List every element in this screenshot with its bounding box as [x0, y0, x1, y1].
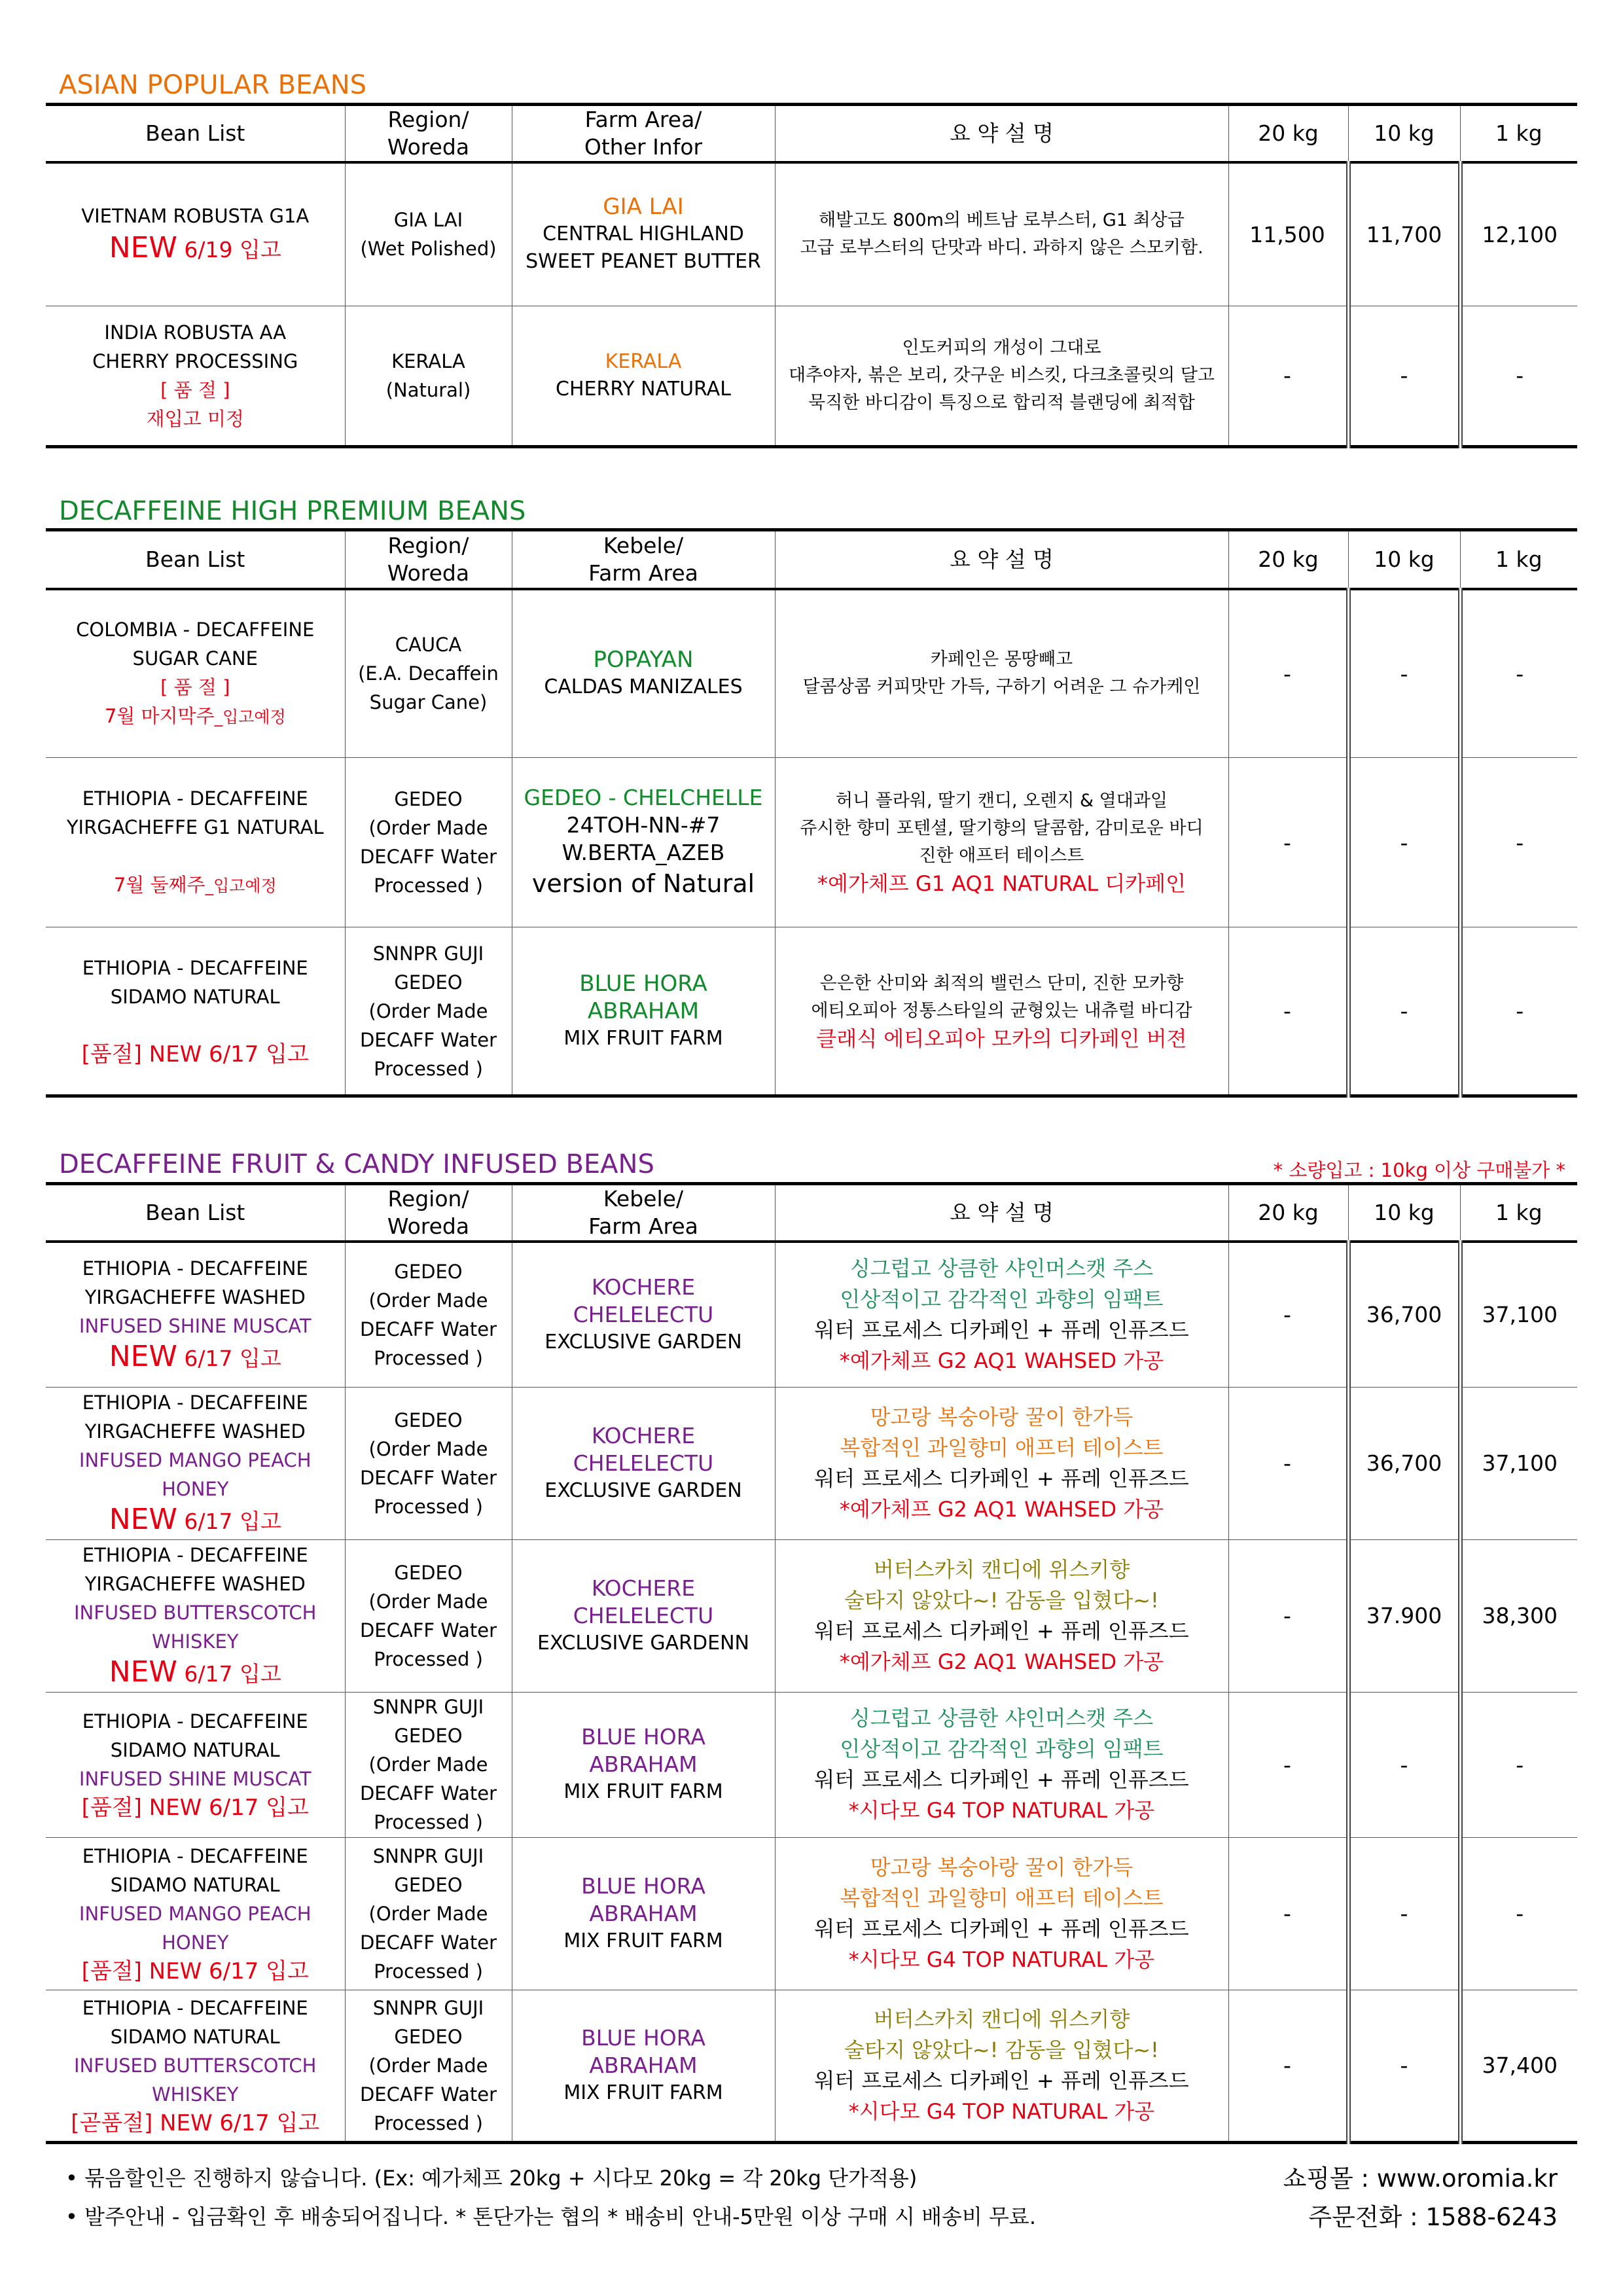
desc-cell: 인도커피의 개성이 그대로 대추야자, 볶은 보리, 갓구운 비스킷, 다크초콜릿의 달고 묵직한 바디감이 특징으로 합리적 블랜딩에 최적합: [775, 306, 1228, 446]
header-20kg: 20 kg: [1228, 1184, 1348, 1242]
table-row: [46, 306, 1577, 446]
price-20kg: -: [1228, 758, 1348, 927]
bean-cell: ETHIOPIA - DECAFFEINE YIRGACHEFFE G1 NATURAL 7월 둘째주_입고예정: [46, 758, 345, 927]
desc-cell: 싱그럽고 상큼한 샤인머스캣 주스 인상적이고 감각적인 과향의 임팩트 워터 프로세스 디카페인 + 퓨레 인퓨즈드 *시다모 G4 TOP NATURAL 가공: [775, 1692, 1228, 1837]
farm-cell: BLUE HORA ABRAHAM MIX FRUIT FARM: [512, 1692, 775, 1837]
desc-cell: 망고랑 복숭아랑 꿀이 한가득 복합적인 과일향미 애프터 테이스트 워터 프로세스 디카페인 + 퓨레 인퓨즈드 *시다모 G4 TOP NATURAL 가공: [775, 1837, 1228, 1990]
table-row: [46, 1242, 1577, 1387]
table-row: [46, 1837, 1577, 1990]
price-1kg: -: [1460, 758, 1577, 927]
price-1kg: -: [1460, 306, 1577, 446]
farm-cell: BLUE HORA ABRAHAM MIX FRUIT FARM: [512, 1990, 775, 2142]
price-20kg: -: [1228, 1387, 1348, 1539]
table-row: [46, 1990, 1577, 2142]
bean-cell: VIETNAM ROBUSTA G1A NEW 6/19 입고: [46, 162, 345, 306]
bean-cell: ETHIOPIA - DECAFFEINE SIDAMO NATURAL INFUSED SHINE MUSCAT [품절] NEW 6/17 입고: [46, 1692, 345, 1837]
table-row: [46, 162, 1577, 306]
price-20kg: -: [1228, 1837, 1348, 1990]
desc-cell: 망고랑 복숭아랑 꿀이 한가득 복합적인 과일향미 애프터 테이스트 워터 프로세스 디카페인 + 퓨레 인퓨즈드 *예가체프 G2 AQ1 WAHSED 가공: [775, 1387, 1228, 1539]
farm-cell: KERALA CHERRY NATURAL: [512, 306, 775, 446]
header-kebele: Kebele/ Farm Area: [512, 1184, 775, 1242]
desc-cell: 허니 플라워, 딸기 캔디, 오렌지 & 열대과일 쥬시한 향미 포텐셜, 딸기향의 달콤함, 감미로운 바디 진한 애프터 테이스트 *예가체프 G1 AQ1 NATURAL 디카페인: [775, 758, 1228, 927]
header-desc: 요 약 설 명: [775, 530, 1228, 589]
header-10kg: 10 kg: [1348, 105, 1460, 163]
header-region: Region/ Woreda: [345, 1184, 512, 1242]
header-1kg: 1 kg: [1460, 105, 1577, 163]
header-1kg: 1 kg: [1460, 530, 1577, 589]
header-20kg: 20 kg: [1228, 530, 1348, 589]
table-row: [46, 927, 1577, 1096]
region-cell: KERALA (Natural): [345, 306, 512, 446]
region-cell: GIA LAI (Wet Polished): [345, 162, 512, 306]
header-bean: Bean List: [46, 530, 345, 589]
table-row: [46, 1387, 1577, 1539]
price-10kg: -: [1348, 927, 1460, 1096]
price-10kg: 37.900: [1348, 1539, 1460, 1692]
price-10kg: 36,700: [1348, 1242, 1460, 1387]
price-1kg: -: [1460, 927, 1577, 1096]
desc-cell: 해발고도 800m의 베트남 로부스터, G1 최상급 고급 로부스터의 단맛과 바디. 과하지 않은 스모키함.: [775, 162, 1228, 306]
bean-cell: ETHIOPIA - DECAFFEINE SIDAMO NATURAL INFUSED BUTTERSCOTCH WHISKEY [곧품절] NEW 6/17 입고: [46, 1990, 345, 2142]
price-10kg: -: [1348, 758, 1460, 927]
farm-cell: GEDEO - CHELCHELLE 24TOH-NN-#7 W.BERTA_AZEB version of Natural: [512, 758, 775, 927]
farm-cell: POPAYAN CALDAS MANIZALES: [512, 589, 775, 758]
bean-cell: ETHIOPIA - DECAFFEINE YIRGACHEFFE WASHED INFUSED BUTTERSCOTCH WHISKEY NEW 6/17 입고: [46, 1539, 345, 1692]
header-region: Region/ Woreda: [345, 530, 512, 589]
table-row: [46, 1539, 1577, 1692]
farm-cell: BLUE HORA ABRAHAM MIX FRUIT FARM: [512, 1837, 775, 1990]
price-1kg: -: [1460, 1692, 1577, 1837]
price-20kg: -: [1228, 1539, 1348, 1692]
price-10kg: 36,700: [1348, 1387, 1460, 1539]
region-cell: SNNPR GUJI GEDEO (Order Made DECAFF Water Processed ): [345, 1990, 512, 2142]
table-infused: [46, 1182, 1577, 2144]
shop-url[interactable]: 쇼핑몰 : www.oromia.kr: [1283, 2164, 1558, 2193]
footer-note-shipping: • 발주안내 - 입금확인 후 배송되어집니다. * 톤단가는 협의 * 배송비 안내-5만원 이상 구매 시 배송비 무료.: [65, 2204, 1036, 2229]
region-cell: GEDEO (Order Made DECAFF Water Processed ): [345, 1539, 512, 1692]
table-asian: [46, 103, 1577, 448]
desc-cell: 싱그럽고 상큼한 샤인머스캣 주스 인상적이고 감각적인 과향의 임팩트 워터 프로세스 디카페인 + 퓨레 인퓨즈드 *예가체프 G2 AQ1 WAHSED 가공: [775, 1242, 1228, 1387]
header-desc: 요 약 설 명: [775, 1184, 1228, 1242]
farm-cell: BLUE HORA ABRAHAM MIX FRUIT FARM: [512, 927, 775, 1096]
region-cell: SNNPR GUJI GEDEO (Order Made DECAFF Water Processed ): [345, 1837, 512, 1990]
price-20kg: -: [1228, 1242, 1348, 1387]
farm-cell: KOCHERE CHELELECTU EXCLUSIVE GARDENN: [512, 1539, 775, 1692]
price-1kg: -: [1460, 589, 1577, 758]
table-row: [46, 589, 1577, 758]
region-cell: GEDEO (Order Made DECAFF Water Processed ): [345, 758, 512, 927]
region-cell: SNNPR GUJI GEDEO (Order Made DECAFF Water Processed ): [345, 927, 512, 1096]
price-1kg: -: [1460, 1837, 1577, 1990]
price-10kg: -: [1348, 1692, 1460, 1837]
price-10kg: -: [1348, 306, 1460, 446]
order-phone[interactable]: 주문전화 : 1588-6243: [1308, 2203, 1558, 2231]
bean-cell: INDIA ROBUSTA AA CHERRY PROCESSING [ 품 절 ] 재입고 미정: [46, 306, 345, 446]
farm-cell: KOCHERE CHELELECTU EXCLUSIVE GARDEN: [512, 1387, 775, 1539]
farm-cell: KOCHERE CHELELECTU EXCLUSIVE GARDEN: [512, 1242, 775, 1387]
header-bean: Bean List: [46, 105, 345, 163]
price-1kg: 12,100: [1460, 162, 1577, 306]
price-1kg: 38,300: [1460, 1539, 1577, 1692]
price-1kg: 37,100: [1460, 1242, 1577, 1387]
desc-cell: 은은한 산미와 최적의 밸런스 단미, 진한 모카향 에티오피아 정통스타일의 균형있는 내츄럴 바디감 클래식 에티오피아 모카의 디카페인 버젼: [775, 927, 1228, 1096]
bean-cell: ETHIOPIA - DECAFFEINE YIRGACHEFFE WASHED INFUSED MANGO PEACH HONEY NEW 6/17 입고: [46, 1387, 345, 1539]
price-20kg: -: [1228, 1990, 1348, 2142]
desc-cell: 버터스카치 캔디에 위스키향 술타지 않았다~! 감동을 입혔다~! 워터 프로세스 디카페인 + 퓨레 인퓨즈드 *시다모 G4 TOP NATURAL 가공: [775, 1990, 1228, 2142]
header-farm: Farm Area/ Other Infor: [512, 105, 775, 163]
price-20kg: -: [1228, 589, 1348, 758]
bean-cell: ETHIOPIA - DECAFFEINE SIDAMO NATURAL [품절] NEW 6/17 입고: [46, 927, 345, 1096]
price-20kg: -: [1228, 1692, 1348, 1837]
header-kebele: Kebele/ Farm Area: [512, 530, 775, 589]
price-10kg: -: [1348, 1990, 1460, 2142]
header-10kg: 10 kg: [1348, 1184, 1460, 1242]
bean-cell: COLOMBIA - DECAFFEINE SUGAR CANE [ 품 절 ] 7월 마지막주_입고예정: [46, 589, 345, 758]
section-title-infused: DECAFFEINE FRUIT & CANDY INFUSED BEANS: [59, 1149, 654, 1179]
farm-cell: GIA LAI CENTRAL HIGHLAND SWEET PEANET BUTTER: [512, 162, 775, 306]
header-desc: 요 약 설 명: [775, 105, 1228, 163]
price-1kg: 37,400: [1460, 1990, 1577, 2142]
bean-cell: ETHIOPIA - DECAFFEINE SIDAMO NATURAL INFUSED MANGO PEACH HONEY [품절] NEW 6/17 입고: [46, 1837, 345, 1990]
table-decaf: [46, 528, 1577, 1098]
footer-note-discount: • 묶음할인은 진행하지 않습니다. (Ex: 예가체프 20kg + 시다모 20kg = 각 20kg 단가적용): [65, 2166, 918, 2191]
price-10kg: -: [1348, 589, 1460, 758]
header-1kg: 1 kg: [1460, 1184, 1577, 1242]
price-20kg: 11,500: [1228, 162, 1348, 306]
price-10kg: -: [1348, 1837, 1460, 1990]
region-cell: GEDEO (Order Made DECAFF Water Processed ): [345, 1242, 512, 1387]
price-10kg: 11,700: [1348, 162, 1460, 306]
header-10kg: 10 kg: [1348, 530, 1460, 589]
header-region: Region/ Woreda: [345, 105, 512, 163]
quantity-note: * 소량입고 : 10kg 이상 구매불가 *: [1273, 1159, 1565, 1181]
desc-cell: 카페인은 몽땅빼고 달콤상콤 커피맛만 가득, 구하기 어려운 그 슈가케인: [775, 589, 1228, 758]
region-cell: CAUCA (E.A. Decaffein Sugar Cane): [345, 589, 512, 758]
header-20kg: 20 kg: [1228, 105, 1348, 163]
price-20kg: -: [1228, 927, 1348, 1096]
desc-cell: 버터스카치 캔디에 위스키향 술타지 않았다~! 감동을 입혔다~! 워터 프로세스 디카페인 + 퓨레 인퓨즈드 *예가체프 G2 AQ1 WAHSED 가공: [775, 1539, 1228, 1692]
region-cell: SNNPR GUJI GEDEO (Order Made DECAFF Water Processed ): [345, 1692, 512, 1837]
header-bean: Bean List: [46, 1184, 345, 1242]
table-row: [46, 758, 1577, 927]
price-1kg: 37,100: [1460, 1387, 1577, 1539]
section-title-asian: ASIAN POPULAR BEANS: [59, 70, 367, 100]
bean-cell: ETHIOPIA - DECAFFEINE YIRGACHEFFE WASHED INFUSED SHINE MUSCAT NEW 6/17 입고: [46, 1242, 345, 1387]
section-title-decaf: DECAFFEINE HIGH PREMIUM BEANS: [59, 496, 526, 526]
region-cell: GEDEO (Order Made DECAFF Water Processed ): [345, 1387, 512, 1539]
price-20kg: -: [1228, 306, 1348, 446]
table-row: [46, 1692, 1577, 1837]
